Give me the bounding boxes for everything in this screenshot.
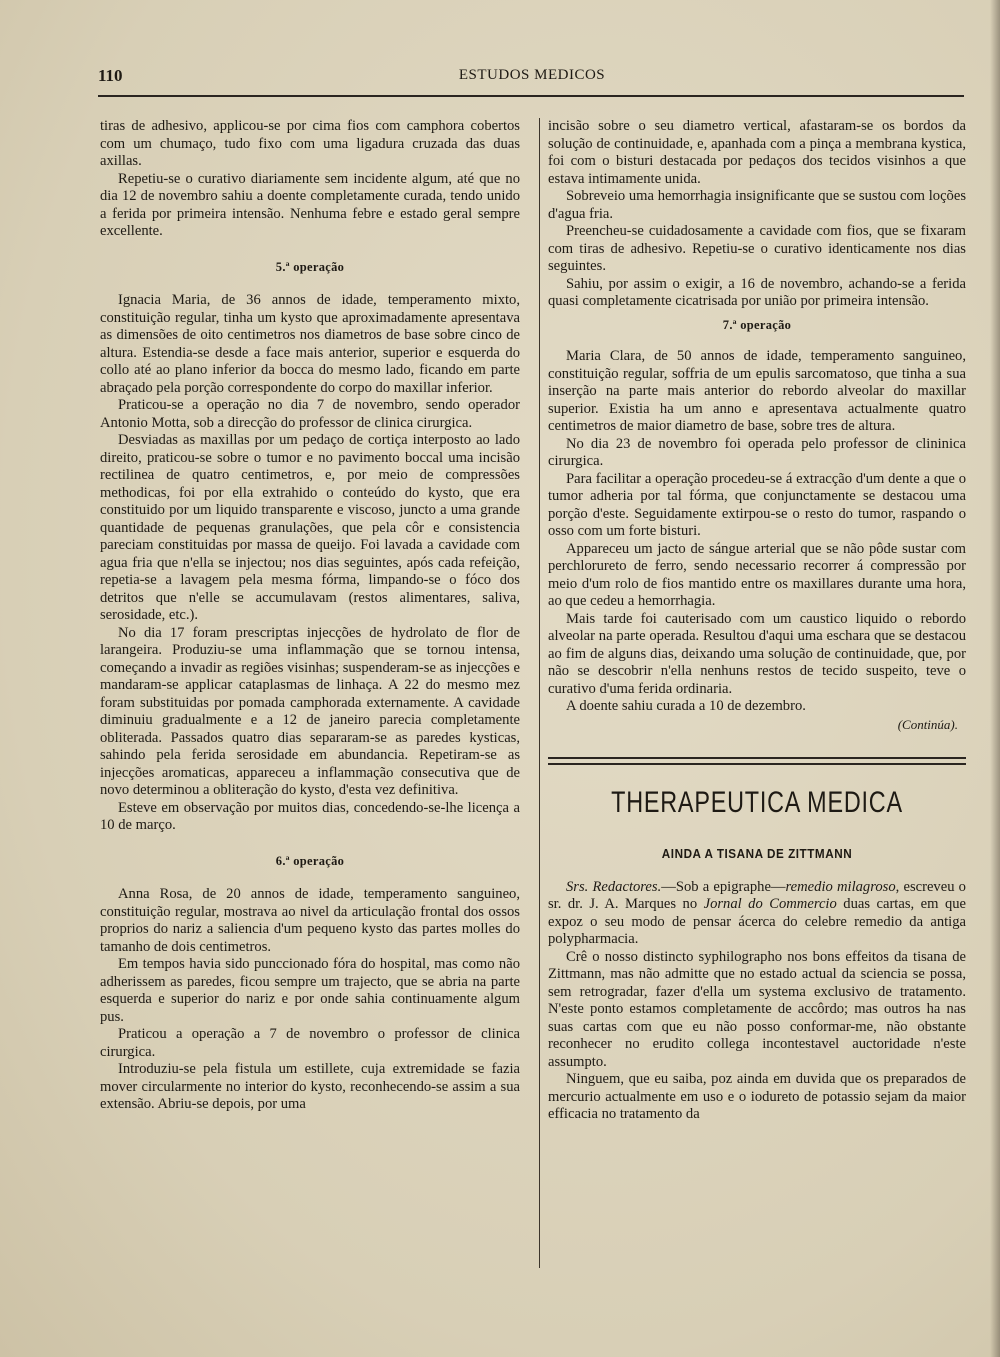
paragraph: Maria Clara, de 50 annos de idade, temperamento sanguineo, constituição regular, soffria de um epulis sarcomatoso, que tinha a sua inserção na parte mais anterior do rebordo alveolar do maxillar superior. Existia ha um anno e apresentava actualmente quatro centimetros de maior diametro de base, sobre tres de altura. <box>548 348 966 434</box>
paragraph: Ignacia Maria, de 36 annos de idade, temperamento mixto, constituição regular, tinha um kysto que aproximadamente apresentava as dimensões de oito centimetros nos diametros de base sobre cinco de altura. Estendia-se desde a face mais anterior, superior e esquerda do collo até ao plano inferior da bocca do mesmo lado, ficando em parte abraçado pela porção correspondente do corpo do maxillar inferior. <box>100 292 520 396</box>
page-header <box>98 66 966 94</box>
left-column <box>100 118 520 1114</box>
paragraph: Crê o nosso distincto syphilographo nos bons effeitos da tisana de Zittmann, mas não admitte que no estado actual da sciencia se possa, sem retrogradar, fazer d'ella um systema exclusivo de tratamento. N'este ponto estamos completamente de accôrdo; mas outros ha nas suas cartas com que eu não posso conformar-me, não obstante reconhecer no erudito collega incontestavel auctoridade n'este assumpto. <box>548 948 966 1070</box>
text-run: —Sob a epigraphe— <box>661 878 786 895</box>
text-run: duas cartas, em que expoz o seu modo de pensar ácerca do celebre remedio da antiga polypharmacia. <box>548 896 967 947</box>
paragraph: Sahiu, por assim o exigir, a 16 de novembro, achando-se a ferida quasi completamente cicatrisada por união por primeira intensão. <box>548 275 966 309</box>
continued-note: (Continúa). <box>897 716 958 732</box>
paragraph: Para facilitar a operação procedeu-se á extracção d'um dente a que o tumor adheria por tal fórma, que conjunctamente se destacou uma porção d'este. Seguidamente extirpou-se o resto do tumor, raspando o osso com um forte bisturi. <box>548 470 966 539</box>
paragraph: Desviadas as maxillas por um pedaço de cortiça interposto ao lado direito, praticou-se sobre o tumor e no pavimento boccal uma incisão rectilinea de quatro centimetros, e, por meio de compressões methodicas, foi por ella extrahido o conteúdo do kysto, que era constituido por um liquido transparente e viscoso, juncto a uma grande quantidade de pequenas granulações, que pela côr e consistencia pareciam constituidas por massa de queijo. Foi lavada a cavidade com agua fria que n'ella se injectou; nos dias seguintes, após cada refeição, repetia-se a lavagem pela mesma fórma, limpando-se o fóco dos detritos que n'elle se accumulavam (restos alimentares, saliva, serosidade, etc.). <box>100 432 520 623</box>
header-rule <box>98 95 964 97</box>
column-divider <box>539 118 540 1268</box>
paragraph: No dia 23 de novembro foi operada pelo professor de clininica cirurgica. <box>548 435 966 469</box>
paragraph: tiras de adhesivo, applicou-se por cima fios com camphora cobertos com um chumaço, tudo fixo com uma ligadura cruzada das duas axillas. <box>100 118 520 169</box>
section-heading-6: 6.ª operação <box>275 853 345 868</box>
paragraph: No dia 17 foram prescriptas injecções de hydrolato de flor de larangeira. Produziu-se uma inflammação que se tornou intensa, começando a invadir as regiões visinhas; suspenderam-se as injecções e mandaram-se applicar cataplasmas de linhaça. A 22 do mesmo mez foram substituidas por pomada camphorada externamente. A cavidade diminuiu gradualmente e a 12 de janeiro parecia completamente obliterada. Passados quatro dias separaram-se as paredes kysticas, sahindo pela ferida serosidade em abundancia. Repetiram-se as injecções aromaticas, appareceu a inflammação consecutiva que de novo determinou a obliteração do kysto, d'esta vez definitiva. <box>100 624 520 798</box>
paragraph: Praticou-se a operação no dia 7 de novembro, sendo operador Antonio Motta, sob a direcção do professor de clinica cirurgica. <box>100 397 520 431</box>
quoted-epigraph: remedio milagroso <box>785 878 896 895</box>
paragraph: Preencheu-se cuidadosamente a cavidade com fios, que se fixaram com tiras de adhesivo. Repetiu-se o curativo identicamente nos dias seguintes. <box>548 223 966 274</box>
text-run: , escreveu o sr. dr. J. A. Marques no <box>548 878 966 912</box>
paragraph: Appareceu um jacto de sángue arterial que se não pôde sustar com perchlorureto de ferro, sendo necessario recorrer á compressão por meio d'um rolo de fios mantido entre os maxillares durante uma hora, ao que cedeu a hemorrhagia. <box>548 540 966 609</box>
paragraph: Introduziu-se pela fistula um estillete, cuja extremidade se fazia mover circularmente no interior do kysto, reconhecendo-se assim a sua extensão. Abriu-se depois, por uma <box>100 1061 520 1112</box>
paragraph: Em tempos havia sido punccionado fóra do hospital, mas como não adherissem as paredes, ficou sempre um trajecto, que se abria na parte esquerda e superior do nariz e por onde sahia continuamente algum pus. <box>100 956 520 1025</box>
paragraph: Mais tarde foi cauterisado com um caustico liquido o rebordo alveolar na parte operada. Resultou d'aqui uma eschara que se destacou ao fim de alguns dias, deixando uma solução de continuidade, que, por não se descobrir n'ella nenhuns restos de tecido suspeito, teve o curativo d'uma ferida ordinaria. <box>548 610 966 697</box>
paragraph: Repetiu-se o curativo diariamente sem incidente algum, até que no dia 12 de novembro sahiu a doente completamente curada, tendo unido a ferida por primeira intensão. Nenhuma febre e estado geral sempre excellente. <box>100 170 520 239</box>
section-heading-5: 5.ª operação <box>275 259 345 274</box>
section-double-rule <box>548 757 966 765</box>
paragraph: Sobreveio uma hemorrhagia insignificante que se sustou com loções d'agua fria. <box>548 188 966 222</box>
section-heading-7: 7.ª operação <box>722 317 792 332</box>
paragraph-salutation <box>548 879 966 949</box>
article-title: AINDA A TISANA DE ZITTMANN <box>661 846 853 861</box>
page-number: 110 <box>98 66 123 85</box>
running-title: ESTUDOS MEDICOS <box>458 67 606 83</box>
page-edge-shadow <box>990 0 1000 1357</box>
salutation: Srs. Redactores. <box>566 878 662 895</box>
paragraph: A doente sahiu curada a 10 de dezembro. <box>566 698 806 714</box>
section-title: THERAPEUTICA MEDICA <box>611 786 903 819</box>
paragraph: Ninguem, que eu saiba, poz ainda em duvida que os preparados de mercurio actualmente em uso e o iodureto de potassio sejam da maior efficacia no tratamento da <box>548 1071 966 1122</box>
right-column <box>548 118 966 1124</box>
paragraph: Anna Rosa, de 20 annos de idade, temperamento sanguineo, constituição regular, mostrava ao nivel da articulação frontal dos ossos proprios do nariz a saliencia d'um pequeno kysto das partes molles do tamanho de dois centimetros. <box>100 886 520 955</box>
newspaper-name: Jornal do Commercio <box>703 896 837 912</box>
paragraph: Esteve em observação por muitos dias, concedendo-se-lhe licença a 10 de março. <box>100 799 520 833</box>
paragraph: incisão sobre o seu diametro vertical, afastaram-se os bordos da solução de continuidade, e, apanhada com a pinça a membrana kystica, foi com o bisturi destacada por pedaços dos tecidos visinhos a que estava intimamente unida. <box>548 118 966 187</box>
paragraph: Praticou a operação a 7 de novembro o professor de clinica cirurgica. <box>100 1026 520 1060</box>
